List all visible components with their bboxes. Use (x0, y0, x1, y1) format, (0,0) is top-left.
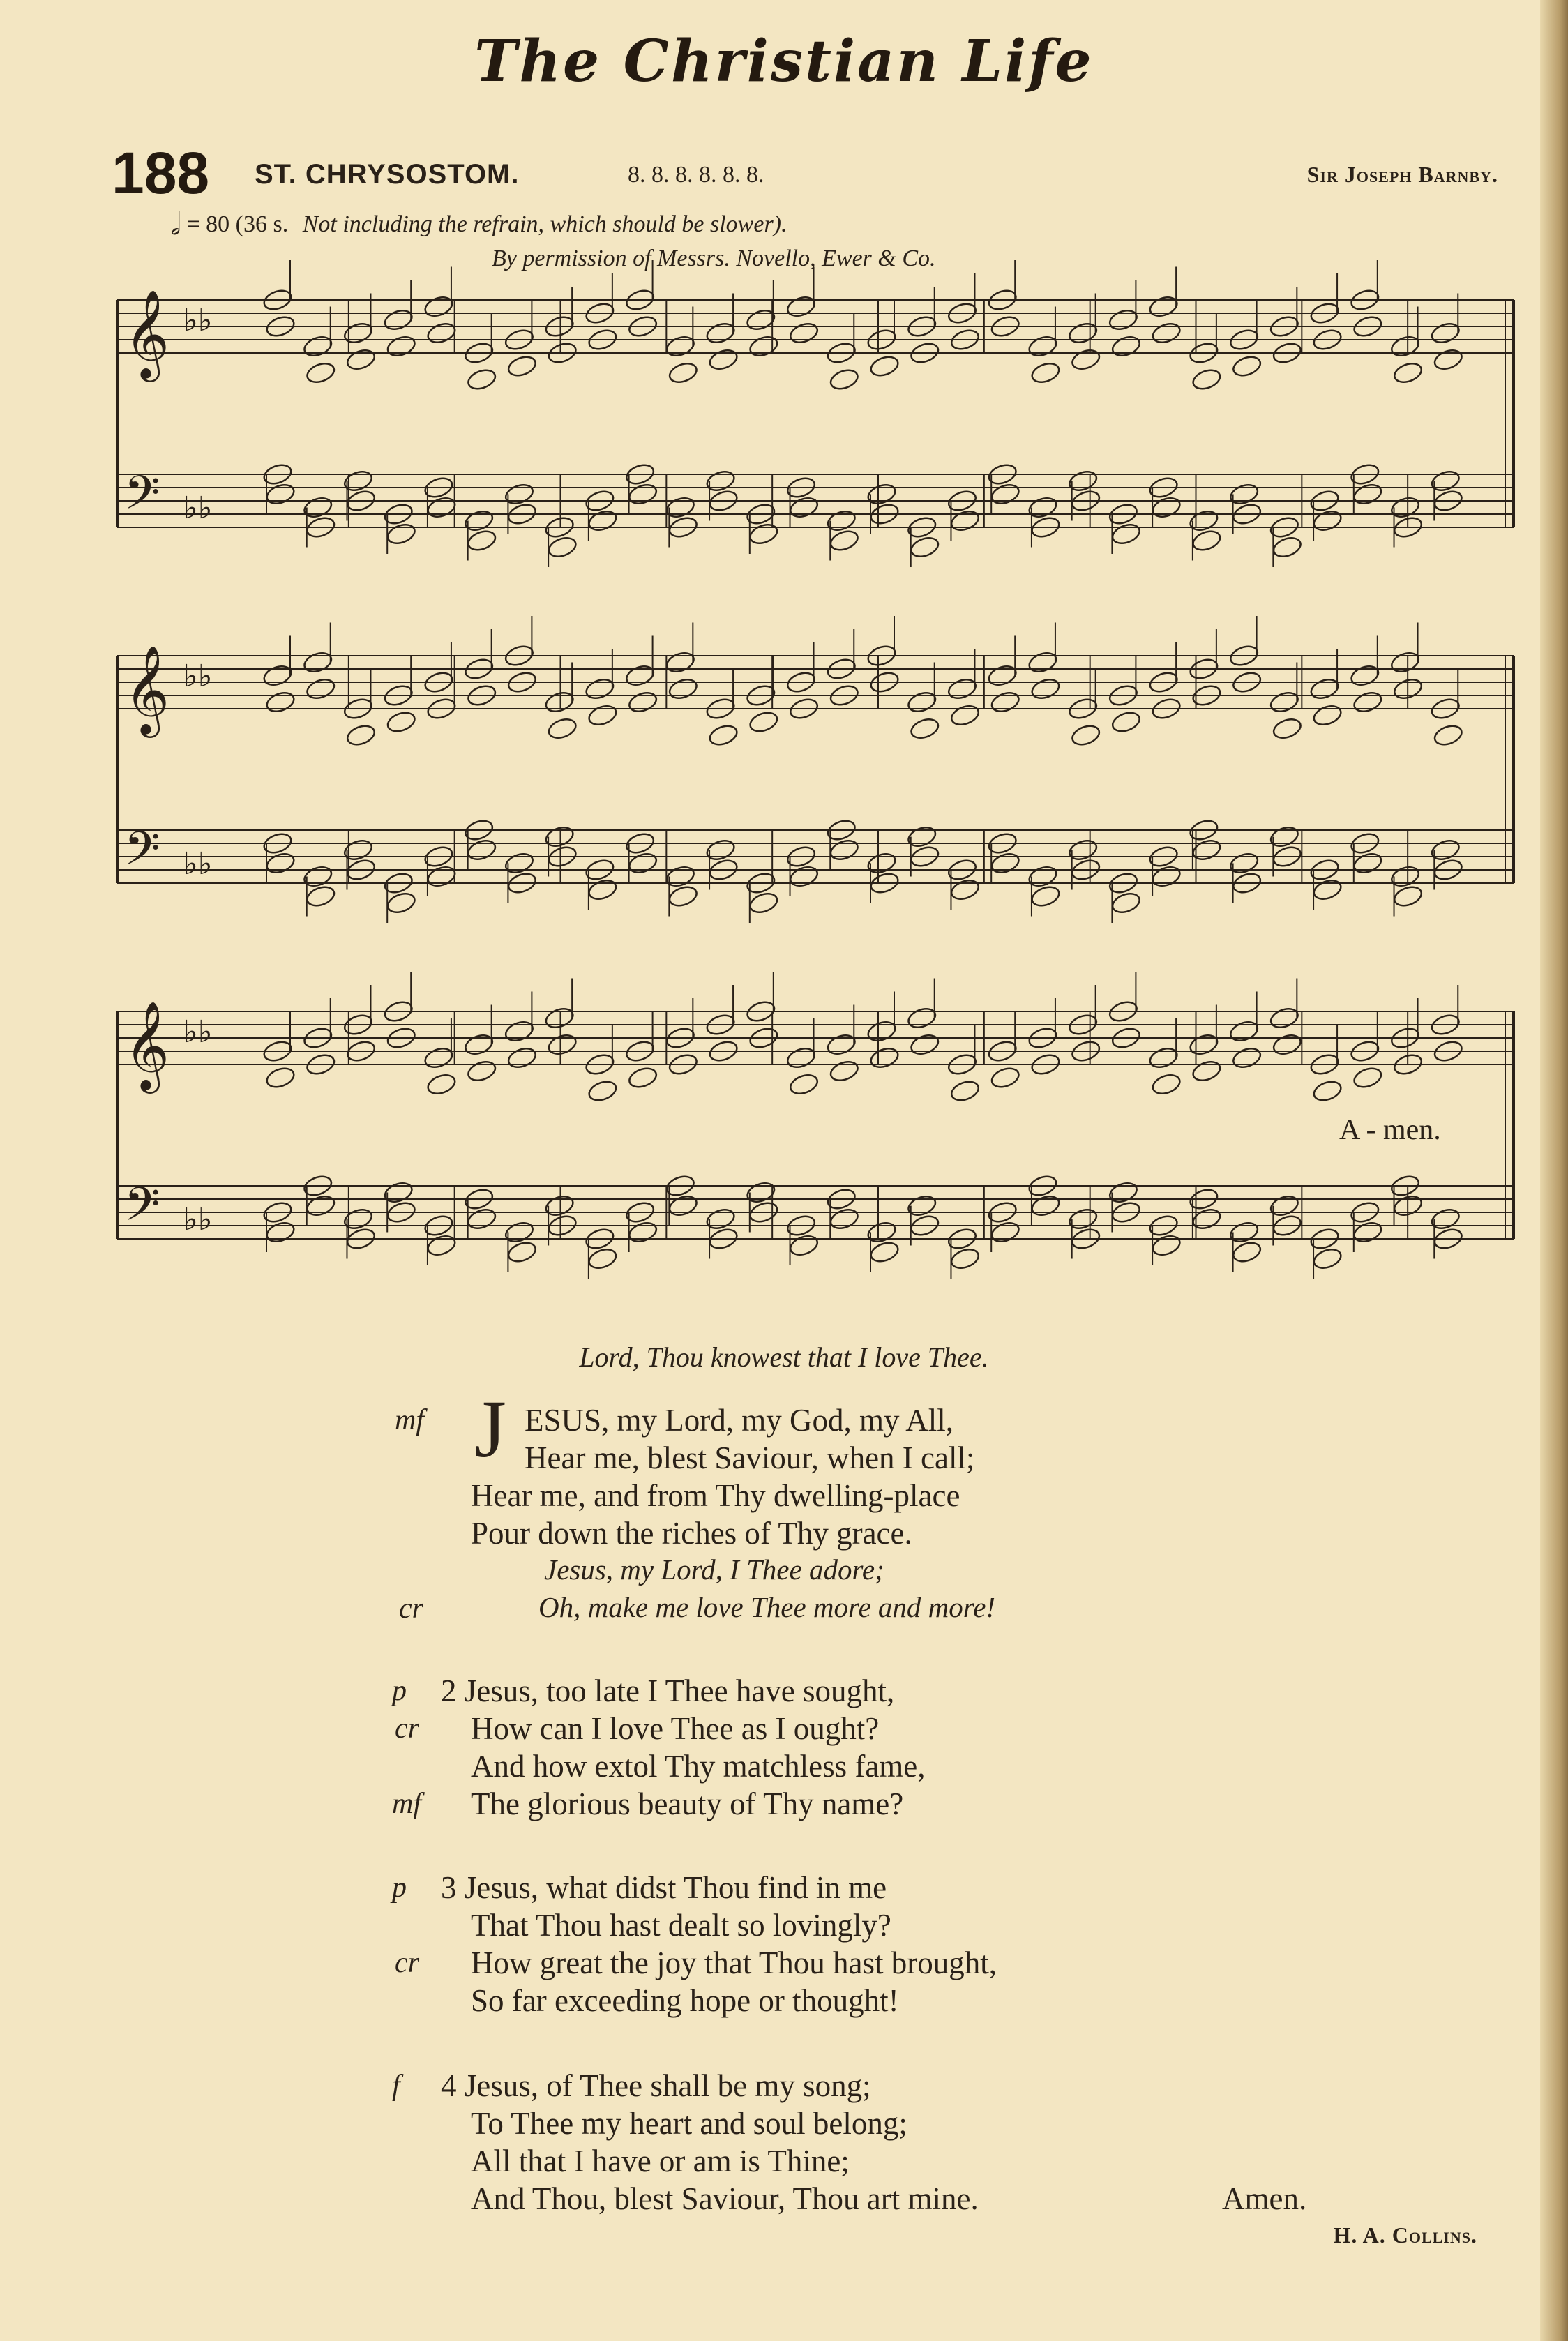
amen-label: A - men. (1339, 1114, 1441, 1146)
text-heading: Lord, Thou knowest that I love Thee. (579, 1341, 989, 1373)
svg-text:♭♭: ♭♭ (183, 490, 213, 526)
dynamic-mark: cr (395, 1947, 419, 1979)
verse-line: And Thou, blest Saviour, Thou art mine. (471, 2181, 979, 2216)
verse-line: Hear me, and from Thy dwelling-place (471, 1478, 960, 1513)
svg-text:𝄢: 𝄢 (124, 1177, 160, 1242)
verse-line: Pour down the riches of Thy grace. (471, 1516, 912, 1551)
svg-text:♭♭: ♭♭ (183, 658, 213, 694)
verse-line: ESUS, my Lord, my God, my All, (525, 1403, 954, 1438)
dynamic-mark: cr (395, 1713, 419, 1745)
tune-name: ST. CHRYSOSTOM. (255, 159, 520, 190)
svg-text:♭♭: ♭♭ (183, 303, 213, 338)
dynamic-mark: cr (399, 1593, 423, 1625)
dynamic-mark: mf (392, 1788, 421, 1820)
svg-text:𝄞: 𝄞 (124, 289, 170, 378)
hymn-number: 188 (112, 140, 210, 206)
meter: 8. 8. 8. 8. 8. 8. (628, 162, 764, 188)
svg-text:𝄞: 𝄞 (124, 645, 170, 734)
verse-line: 3 Jesus, what didst Thou find in me (441, 1870, 887, 1905)
verse-line: All that I have or am is Thine; (471, 2144, 850, 2178)
svg-text:𝄢: 𝄢 (124, 822, 160, 887)
verse-amen: Amen. (1222, 2181, 1307, 2216)
dynamic-mark: mf (395, 1404, 424, 1436)
dynamic-mark: f (392, 2070, 400, 2102)
verse-line: 2 Jesus, too late I Thee have sought, (441, 1673, 895, 1708)
tempo-value: = 80 (36 s. (186, 211, 289, 237)
svg-text:♭♭: ♭♭ (183, 1202, 213, 1237)
verse-line: So far exceeding hope or thought! (471, 1983, 899, 2018)
svg-text:𝄞: 𝄞 (124, 1000, 170, 1090)
svg-text:♭♭: ♭♭ (183, 1014, 213, 1050)
dynamic-mark: p (392, 1675, 407, 1707)
author: H. A. Collins. (1333, 2222, 1477, 2248)
verse-line: Hear me, blest Saviour, when I call; (525, 1440, 975, 1475)
dynamic-mark: p (392, 1872, 407, 1904)
permission-note: By permission of Messrs. Novello, Ewer & Co. (492, 246, 936, 271)
verse-line: To Thee my heart and soul belong; (471, 2106, 907, 2141)
verse-line: How can I love Thee as I ought? (471, 1711, 880, 1746)
tempo-instruction: Not including the refrain, which should be slower). (302, 211, 787, 237)
verse-line: That Thou hast dealt so lovingly? (471, 1908, 891, 1943)
verse-line: 4 Jesus, of Thee shall be my song; (441, 2068, 871, 2103)
svg-text:𝄢: 𝄢 (124, 466, 160, 531)
page-header-title: The Christian Life (474, 28, 1094, 95)
drop-cap: J (474, 1383, 506, 1475)
verse-line: How great the joy that Thou hast brought, (471, 1945, 997, 1980)
composer: Sir Joseph Barnby. (1306, 162, 1498, 187)
verse-line: And how extol Thy matchless fame, (471, 1749, 926, 1784)
half-note-icon: 𝅗𝅥 (171, 207, 181, 241)
refrain-line: Jesus, my Lord, I Thee adore; (544, 1553, 884, 1586)
refrain-line: Oh, make me love Thee more and more! (538, 1591, 996, 1623)
svg-text:♭♭: ♭♭ (183, 846, 213, 882)
verse-line: The glorious beauty of Thy name? (471, 1786, 904, 1821)
